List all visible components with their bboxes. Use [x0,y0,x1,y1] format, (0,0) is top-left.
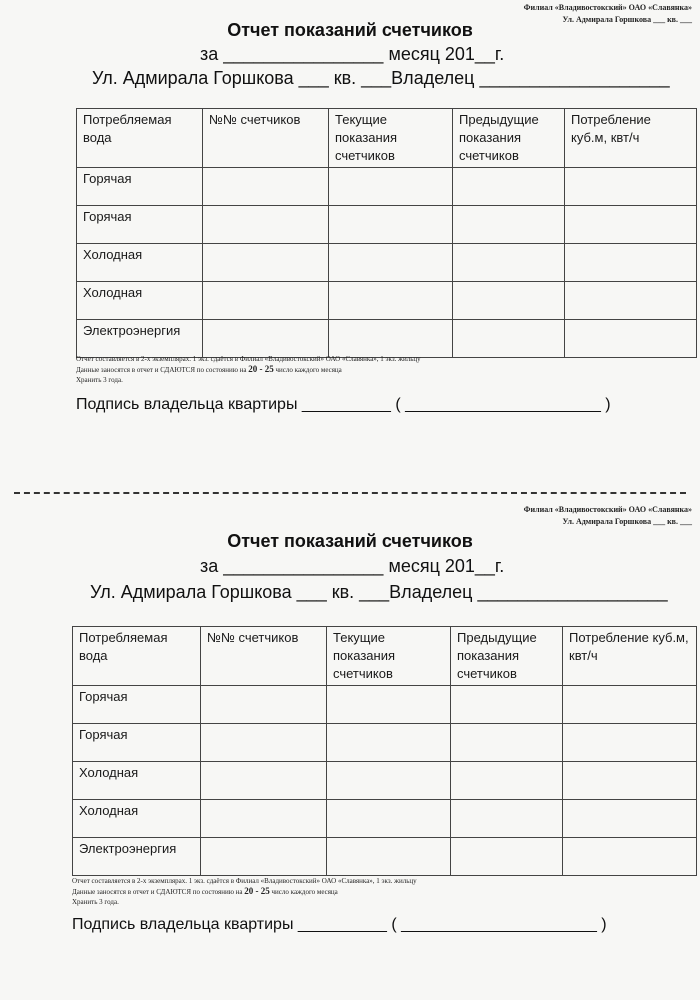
note-retention: Хранить 3 года. [72,898,119,906]
previous-reading-cell[interactable] [453,282,565,320]
branch-name: Филиал «Владивостокский» ОАО «Славянка» [523,505,692,514]
table-row [77,168,697,206]
meter-number-cell[interactable] [203,206,329,244]
header-previous-readings: Предыдущие показания счетчиков [453,109,565,168]
note-copies: Отчет составляется в 2-х экземплярах. 1 экз. сдаётся в Филиал «Владивостокский» ОАО «Славянка», 1 экз. жильцу [72,877,417,885]
header-current-readings: Текущие показания счетчиков [327,627,451,686]
current-reading-cell[interactable] [327,686,451,724]
consumption-cell[interactable] [563,686,697,724]
row-label: Горячая [77,168,203,206]
form-title: Отчет показаний счетчиков [227,20,473,40]
row-label: Горячая [73,686,201,724]
note-copies: Отчет составляется в 2-х экземплярах. 1 экз. сдаётся в Филиал «Владивостокский» ОАО «Славянка», 1 экз. жильцу [76,355,421,363]
meter-number-cell[interactable] [203,320,329,358]
owner-signature-line[interactable]: Подпись владельца квартиры __________ ( ______________________ ) [72,916,607,933]
header-consumption: Потребление куб.м, квт/ч [563,627,697,686]
form-title: Отчет показаний счетчиков [227,531,473,551]
row-label: Холодная [77,244,203,282]
consumption-cell[interactable] [563,724,697,762]
current-reading-cell[interactable] [329,168,453,206]
row-label: Холодная [77,282,203,320]
header-current-readings: Текущие показания счетчиков [329,109,453,168]
note-submission: Данные заносятся в отчет и СДАЮТСЯ по состоянию на 20 - 25 число каждого месяца [76,364,342,374]
current-reading-cell[interactable] [327,724,451,762]
address-owner-line: Ул. Адмирала Горшкова ___ кв. ___Владелец ___________________ [92,68,670,88]
meter-report-form-2 [0,500,700,1000]
table-header-row [77,109,697,168]
row-label: Холодная [73,762,201,800]
period-line: за ________________ месяц 201__г. [200,44,505,64]
previous-reading-cell[interactable] [451,686,563,724]
previous-reading-cell[interactable] [451,762,563,800]
meter-number-cell[interactable] [203,244,329,282]
row-label: Холодная [73,800,201,838]
meter-number-cell[interactable] [201,724,327,762]
owner-signature-line[interactable]: Подпись владельца квартиры __________ ( ______________________ ) [76,396,611,413]
table-row [73,838,697,876]
consumption-cell[interactable] [565,282,697,320]
submission-days: 20 - 25 [248,364,274,374]
consumption-cell[interactable] [565,320,697,358]
period-line: за ________________ месяц 201__г. [200,556,505,576]
meter-number-cell[interactable] [201,762,327,800]
header-previous-readings: Предыдущие показания счетчиков [451,627,563,686]
meter-report-form-1 [0,0,700,470]
form-notes [76,354,421,385]
consumption-cell[interactable] [565,168,697,206]
previous-reading-cell[interactable] [453,244,565,282]
table-row [77,320,697,358]
header-meter-numbers: №№ счетчиков [203,109,329,168]
branch-address: Ул. Адмирала Горшкова ___ кв. ___ [562,15,692,24]
current-reading-cell[interactable] [327,800,451,838]
branch-address: Ул. Адмирала Горшкова ___ кв. ___ [562,517,692,526]
previous-reading-cell[interactable] [453,206,565,244]
header-water-type: Потребляемая вода [77,109,203,168]
submission-days: 20 - 25 [244,886,270,896]
table-row [73,762,697,800]
header-consumption: Потребление куб.м, квт/ч [565,109,697,168]
note-submission: Данные заносятся в отчет и СДАЮТСЯ по состоянию на 20 - 25 число каждого месяца [72,886,338,896]
row-label: Электроэнергия [77,320,203,358]
table-row [73,724,697,762]
current-reading-cell[interactable] [327,838,451,876]
meter-number-cell[interactable] [203,168,329,206]
cut-line-divider [14,492,686,494]
table-row [73,686,697,724]
previous-reading-cell[interactable] [453,320,565,358]
form-notes [72,876,417,907]
header-water-type: Потребляемая вода [73,627,201,686]
branch-header [524,504,692,528]
address-owner-line: Ул. Адмирала Горшкова ___ кв. ___Владелец ___________________ [90,582,668,602]
current-reading-cell[interactable] [329,206,453,244]
current-reading-cell[interactable] [329,320,453,358]
table-row [77,206,697,244]
previous-reading-cell[interactable] [451,838,563,876]
previous-reading-cell[interactable] [451,800,563,838]
current-reading-cell[interactable] [329,282,453,320]
consumption-cell[interactable] [563,762,697,800]
row-label: Горячая [73,724,201,762]
consumption-cell[interactable] [565,206,697,244]
row-label: Электроэнергия [73,838,201,876]
meter-readings-table [72,626,697,876]
table-row [77,282,697,320]
table-row [77,244,697,282]
meter-number-cell[interactable] [201,686,327,724]
row-label: Горячая [77,206,203,244]
consumption-cell[interactable] [563,800,697,838]
meter-readings-table [76,108,697,358]
previous-reading-cell[interactable] [453,168,565,206]
table-row [73,800,697,838]
branch-name: Филиал «Владивостокский» ОАО «Славянка» [523,3,692,12]
header-meter-numbers: №№ счетчиков [201,627,327,686]
current-reading-cell[interactable] [329,244,453,282]
meter-number-cell[interactable] [201,800,327,838]
meter-number-cell[interactable] [201,838,327,876]
table-header-row [73,627,697,686]
consumption-cell[interactable] [563,838,697,876]
current-reading-cell[interactable] [327,762,451,800]
consumption-cell[interactable] [565,244,697,282]
note-retention: Хранить 3 года. [76,376,123,384]
meter-number-cell[interactable] [203,282,329,320]
previous-reading-cell[interactable] [451,724,563,762]
